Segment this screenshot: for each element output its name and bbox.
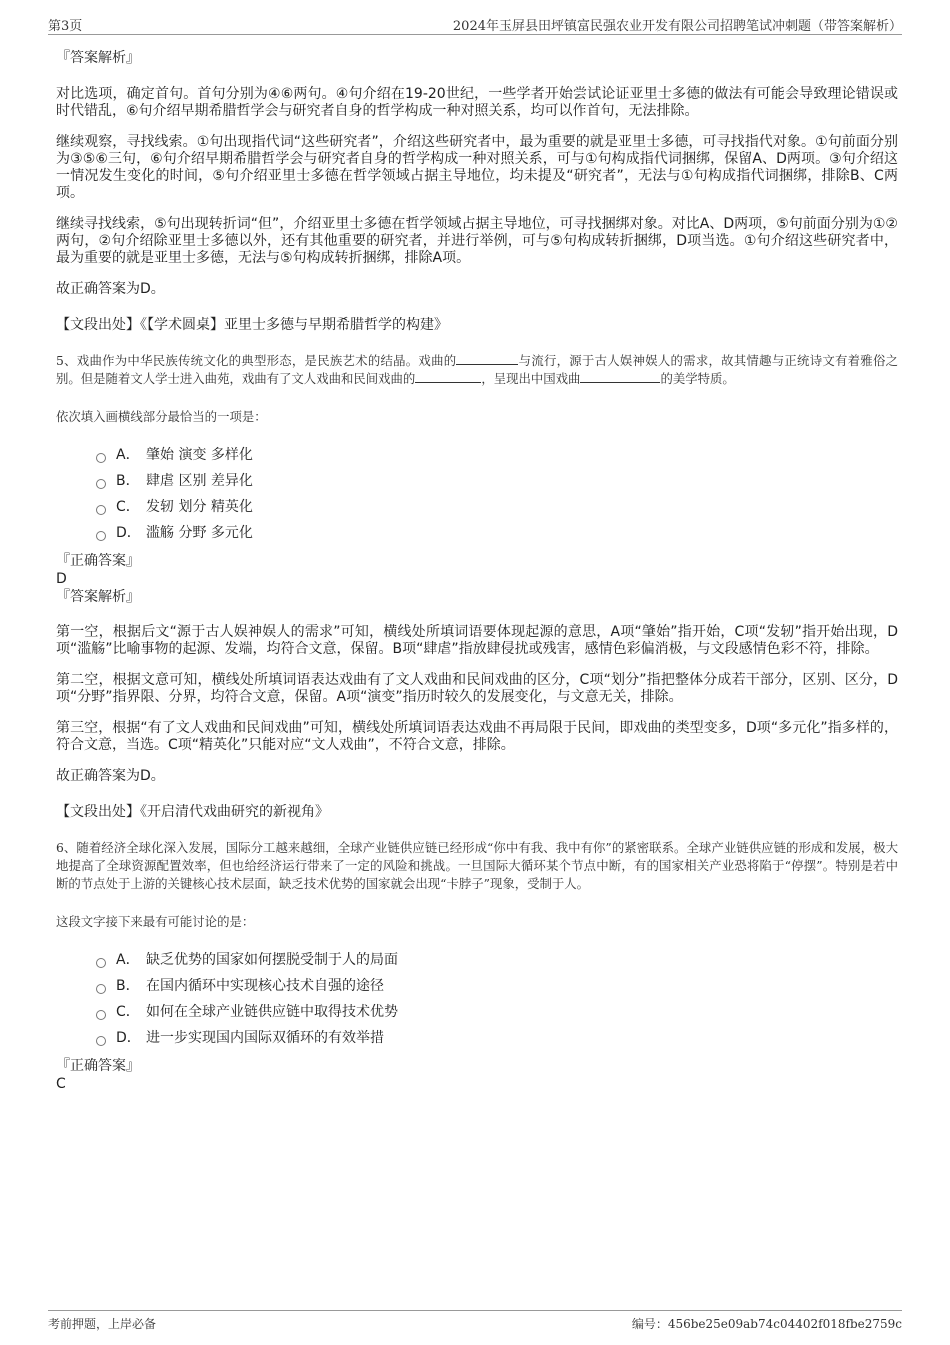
document-title: 2024年玉屏县田坪镇富民强农业开发有限公司招聘笔试冲刺题（带答案解析） xyxy=(452,19,902,34)
analysis-label: 『答案解析』 xyxy=(56,50,140,66)
document-id: 编号：456be25e09ab74c04402f018fbe2759c xyxy=(631,1317,902,1331)
correct-answer-label: 『正确答案』 xyxy=(56,553,140,569)
radio-icon[interactable] xyxy=(96,958,106,968)
option-d[interactable]: D． 滥觞 分野 多元化 xyxy=(96,520,898,546)
radio-icon[interactable] xyxy=(96,1010,106,1020)
radio-icon[interactable] xyxy=(96,479,106,489)
conclusion: 故正确答案为D。 xyxy=(56,768,165,784)
option-b[interactable]: B． 在国内循环中实现核心技术自强的途径 xyxy=(96,973,898,999)
analysis-paragraph: 对比选项，确定首句。首句分别为④⑥两句。④句介绍在19-20世纪，一些学者开始尝试论证亚里士多德的做法有可能会导致理论错误或时代错乱，⑥句介绍早期希腊哲学会与研究者自身的哲学构成一种对照关系，均可以作首句，无法排除。 xyxy=(56,86,898,119)
correct-answer: C xyxy=(56,1076,66,1092)
source-citation: 【文段出处】《开启清代戏曲研究的新视角》 xyxy=(56,804,329,820)
option-d[interactable]: D． 进一步实现国内国际双循环的有效举措 xyxy=(96,1025,898,1051)
conclusion: 故正确答案为D。 xyxy=(56,281,165,297)
option-a[interactable]: A． 缺乏优势的国家如何摆脱受制于人的局面 xyxy=(96,947,898,973)
option-b[interactable]: B． 肆虐 区别 差异化 xyxy=(96,468,898,494)
radio-icon[interactable] xyxy=(96,984,106,994)
option-c[interactable]: C． 如何在全球产业链供应链中取得技术优势 xyxy=(96,999,898,1025)
radio-icon[interactable] xyxy=(96,505,106,515)
page-footer xyxy=(48,1310,902,1335)
answer-blank xyxy=(415,370,481,383)
analysis-label: 『答案解析』 xyxy=(56,589,140,605)
options-list xyxy=(96,947,898,1051)
question-prompt: 这段文字接下来最有可能讨论的是： xyxy=(56,914,255,929)
analysis-paragraph: 第二空，根据文意可知，横线处所填词语表达戏曲有了文人戏曲和民间戏曲的区分，C项“划分”指把整体分成若干部分，区别、区分，D项“分野”指界限、分界，均符合文意，保留。A项“演变”指历时较久的发展变化，与文意无关，排除。 xyxy=(56,672,898,705)
q4-analysis-block xyxy=(56,48,898,334)
radio-icon[interactable] xyxy=(96,531,106,541)
answer-blank xyxy=(580,370,660,383)
option-c[interactable]: C． 发轫 划分 精英化 xyxy=(96,494,898,520)
radio-icon[interactable] xyxy=(96,453,106,463)
page-header xyxy=(48,14,902,35)
correct-answer-label: 『正确答案』 xyxy=(56,1058,140,1074)
question-text: 6、随着经济全球化深入发展，国际分工越来越细，全球产业链供应链已经形成“你中有我、我中有你”的紧密联系。全球产业链供应链的形成和发展，极大地提高了全球资源配置效率，但也给经济运行带来了一定的风险和挑战。一旦国际大循环某个节点中断，有的国家相关产业恐将陷于“停摆”。特别是若中断的节点处于上游的关键核心技术层面，缺乏技术优势的国家就会出现“卡脖子”现象，受制于人。 xyxy=(56,840,898,891)
options-list xyxy=(96,442,898,546)
analysis-paragraph: 第三空，根据“有了文人戏曲和民间戏曲”可知，横线处所填词语表达戏曲不再局限于民间，即戏曲的类型变多，D项“多元化”指多样的，符合文意，当选。C项“精英化”只能对应“文人戏曲”，不符合文意，排除。 xyxy=(56,720,898,753)
option-a[interactable]: A． 肇始 演变 多样化 xyxy=(96,442,898,468)
analysis-paragraph: 继续寻找线索，⑤句出现转折词“但”，介绍亚里士多德在哲学领域占据主导地位，可寻找捆绑对象。对比A、D两项，⑤句前面分别为①②两句，②句介绍除亚里士多德以外，还有其他重要的研究者，并进行举例，可与⑤句构成转折捆绑，D项当选。①句介绍这些研究者中，最为重要的就是亚里士多德，无法与⑤句构成转折捆绑，排除A项。 xyxy=(56,216,898,266)
question-5 xyxy=(56,352,898,821)
page-content xyxy=(56,44,898,1093)
analysis-paragraph: 第一空，根据后文“源于古人娱神娱人的需求”可知，横线处所填词语要体现起源的意思，A项“肇始”指开始，C项“发轫”指开始出现，D项“滥觞”比喻事物的起源、发端，均符合文意，保留。B项“肆虐”指放肆侵扰或残害，感情色彩偏消极，与文段感情色彩不符，排除。 xyxy=(56,624,898,657)
question-text: 5、戏曲作为中华民族传统文化的典型形态，是民族艺术的结晶。戏曲的 与流行，源于古人娱神娱人的需求，故其情趣与正统诗文有着雅俗之别。但是随着文人学士进入曲苑，戏曲有了文人戏曲和民间戏曲的 ，呈现出中国戏曲 的美学特质。 xyxy=(56,353,899,386)
page-number: 第3页 xyxy=(48,19,83,34)
correct-answer: D xyxy=(56,571,67,587)
source-citation: 【文段出处】《【学术圆桌】亚里士多德与早期希腊哲学的构建》 xyxy=(56,317,448,333)
footer-slogan: 考前押题，上岸必备 xyxy=(48,1317,157,1331)
analysis-paragraph: 继续观察，寻找线索。①句出现指代词“这些研究者”，介绍这些研究者中，最为重要的就是亚里士多德，可寻找指代对象。①句前面分别为③⑤⑥三句，⑥句介绍早期希腊哲学会与研究者自身的哲学构成一种对照关系，可与①句构成指代词捆绑，保留A、D两项。③句介绍这一情况发生变化的时间，⑤句介绍亚里士多德在哲学领域占据主导地位，均未提及“研究者”，无法与①句构成指代词捆绑，排除B、C两项。 xyxy=(56,134,898,201)
answer-blank xyxy=(456,352,518,365)
question-prompt: 依次填入画横线部分最恰当的一项是： xyxy=(56,409,267,424)
radio-icon[interactable] xyxy=(96,1036,106,1046)
question-6 xyxy=(56,839,898,1093)
